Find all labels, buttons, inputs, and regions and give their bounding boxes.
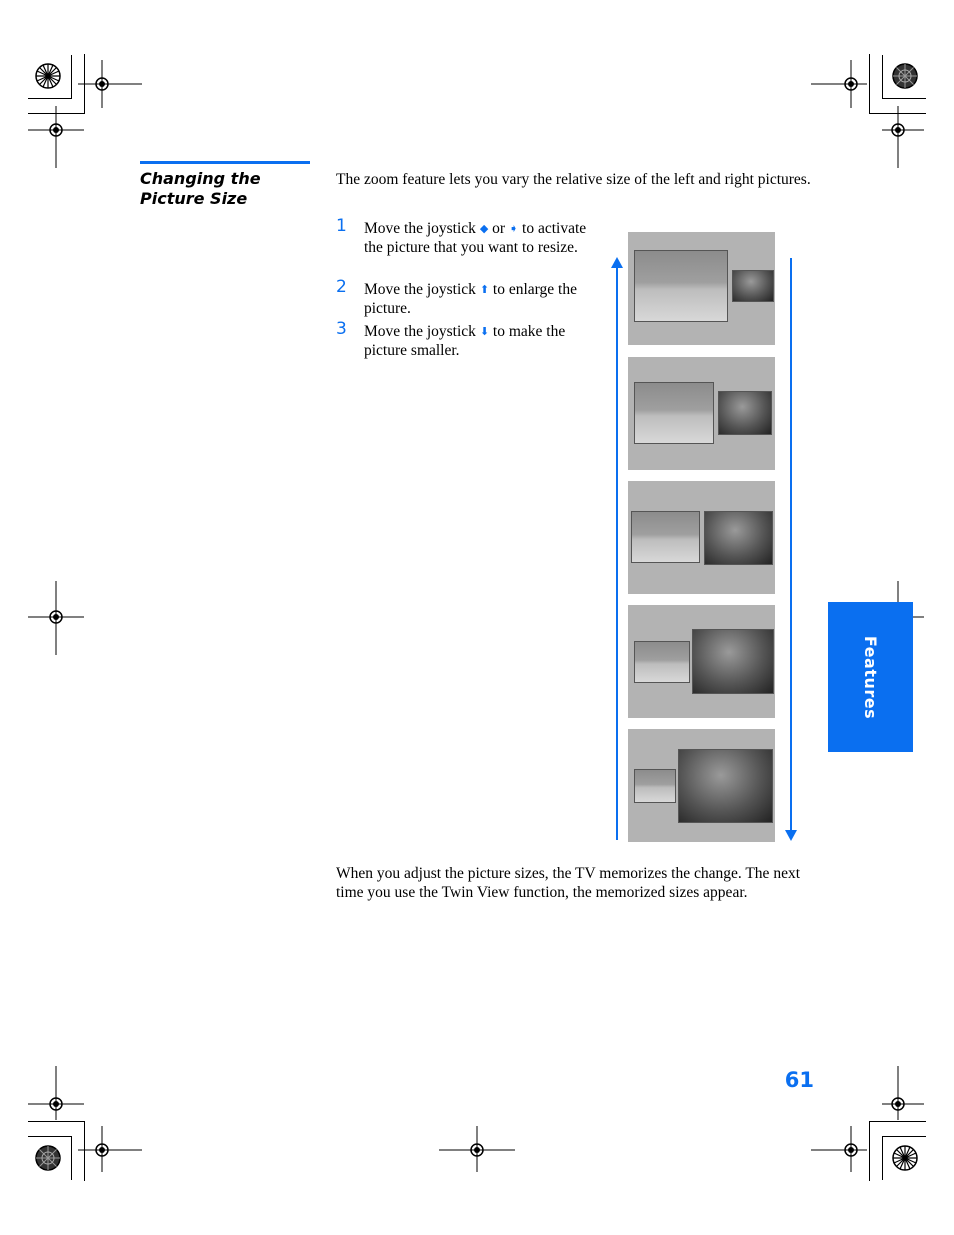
twin-view-panel — [628, 605, 775, 718]
twin-view-panel — [628, 357, 775, 470]
registration-crosshair-icon — [890, 122, 906, 138]
twin-view-panel — [628, 481, 775, 594]
registration-crosshair-icon — [843, 1142, 859, 1158]
left-picture — [631, 511, 700, 563]
section-tab-label: Features — [860, 635, 880, 719]
registration-crosshair-icon — [94, 1142, 110, 1158]
step-2 — [336, 277, 606, 318]
twin-view-panel — [628, 729, 775, 842]
right-picture — [704, 511, 773, 565]
section-heading-line-1: Changing the — [140, 169, 261, 188]
registration-crosshair-icon — [48, 122, 64, 138]
right-picture — [732, 270, 774, 302]
arrow-down-icon: ⬇ — [479, 325, 490, 338]
registration-starburst-icon — [892, 63, 918, 89]
arrow-right-icon: ➧ — [508, 222, 519, 235]
arrow-left-icon: ◆ — [479, 222, 489, 235]
step-number: 2 — [336, 277, 347, 297]
intro-paragraph: The zoom feature lets you vary the relative size of the left and right pictures. — [336, 171, 811, 188]
step-number: 1 — [336, 216, 347, 236]
registration-crosshair-icon — [843, 76, 859, 92]
step-3 — [336, 319, 606, 360]
section-heading — [140, 169, 315, 209]
arrow-down-icon — [784, 258, 798, 842]
left-picture — [634, 641, 690, 683]
left-picture — [634, 250, 728, 322]
section-heading-line-2: Picture Size — [140, 189, 248, 208]
arrow-up-icon — [610, 256, 624, 840]
registration-starburst-icon — [35, 1145, 61, 1171]
registration-crosshair-icon — [94, 76, 110, 92]
registration-starburst-icon — [892, 1145, 918, 1171]
registration-crosshair-icon — [469, 1142, 485, 1158]
right-picture — [718, 391, 772, 435]
twin-view-panel — [628, 232, 775, 345]
step-text: Move the joystick ⬆ to enlarge the picture. — [364, 281, 577, 317]
heading-rule — [140, 161, 310, 164]
left-picture — [634, 769, 676, 803]
step-number: 3 — [336, 319, 347, 339]
page-number: 61 — [784, 1068, 814, 1092]
step-text: Move the joystick ◆ or ➧ to activate the picture that you want to resize. — [364, 220, 587, 256]
right-picture — [678, 749, 773, 823]
step-text: Move the joystick ⬇ to make the picture smaller. — [364, 323, 566, 359]
step-1 — [336, 216, 606, 257]
closing-paragraph: When you adjust the picture sizes, the TV memorizes the change. The next time you use the Twin View function, the memorized sizes appear. — [336, 865, 801, 901]
left-picture — [634, 382, 714, 444]
registration-crosshair-icon — [48, 1096, 64, 1112]
registration-starburst-icon — [35, 63, 61, 89]
arrow-up-icon: ⬆ — [479, 283, 490, 296]
registration-crosshair-icon — [890, 1096, 906, 1112]
registration-crosshair-icon — [48, 609, 64, 625]
right-picture — [692, 629, 774, 694]
